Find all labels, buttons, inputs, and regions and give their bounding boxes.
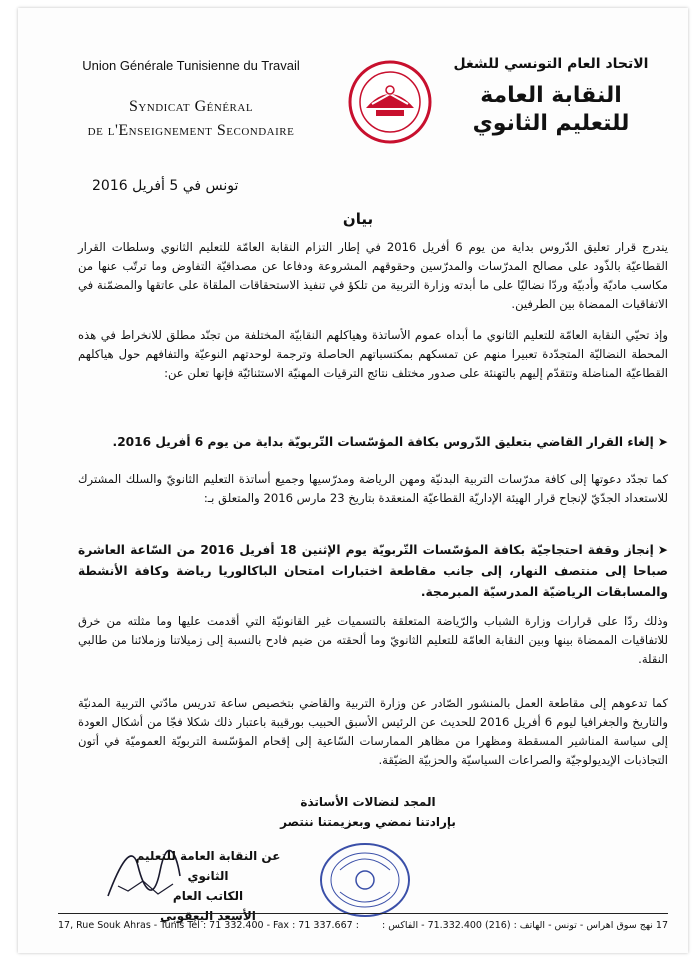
letter-page bbox=[18, 8, 688, 953]
header-syndicate-fr-line2: de l'Enseignement Secondaire bbox=[87, 122, 295, 139]
bullet-1 bbox=[78, 432, 668, 453]
paragraph-2 bbox=[78, 326, 668, 383]
header-french bbox=[66, 58, 316, 143]
paragraph-3 bbox=[78, 470, 668, 508]
header-syndicate-fr bbox=[66, 95, 316, 143]
header-syndicate-ar-line1: النقابة العامة bbox=[480, 83, 622, 108]
paragraph-text: وذلك ردّا على قرارات وزارة الشباب والرّياضة المتعلقة بالتسميات غير القانونيّة التي أقدمت عليها وما مثلته من خرق للاتفاقيات الممضاة بينها وبين النقابة العامّة للتعليم الثانويّ وما ألحقته من ضيم فادح بالنسبة إلى زميلاتنا وزملائنا من طالبي النقلة. bbox=[78, 614, 668, 666]
paragraph-text: كما تدعوهم إلى مقاطعة العمل بالمنشور الصّادر عن وزارة التربية والقاضي بتخصيص ساعة تدريس مادّتي التربية المدنيّة والتاريخ والجغرافيا ليوم 6 أفريل 2016 للحديث عن الرئيس الأسبق الحبيب بورقيبة باعتبار ذلك شكلا فجّا من أشكال العودة إلى سياسة المناشير المسقطة ومظهرا من مظاهر الممارسات السّاعية إلى إقحام المؤسّسة التربويّة العموميّة في أتون التجاذبات الإيديولوجيّة والصراعات السياسيّة والحزبيّة الضيّقة. bbox=[78, 696, 668, 767]
signatory-line-3: الأسعد اليعقوبي bbox=[160, 909, 256, 923]
official-stamp-icon bbox=[318, 840, 413, 920]
bullet-2 bbox=[78, 540, 668, 603]
header-union-fr: Union Générale Tunisienne du Travail bbox=[82, 58, 300, 73]
bullet-arrow-icon: ➤ bbox=[657, 435, 668, 449]
signatory-block bbox=[113, 846, 303, 926]
header-syndicate-fr-line1: Syndicat Général bbox=[128, 98, 254, 115]
union-logo-icon bbox=[348, 60, 432, 144]
paragraph-5 bbox=[78, 694, 668, 770]
footer bbox=[58, 920, 668, 931]
bullet-text: إلغاء القرار القاضي بتعليق الدّروس بكافة المؤسّسات التّربويّة بداية من يوم 6 أفريل 2016. bbox=[112, 435, 654, 449]
paragraph-4 bbox=[78, 612, 668, 669]
document-title: بيان bbox=[342, 210, 374, 228]
footer-ar: 17 نهج سوق اهراس - تونس - الهاتف : (216) 71.332.400 - الفاكس : bbox=[382, 920, 668, 931]
header-syndicate-ar-line2: للتعليم الثانوي bbox=[472, 111, 630, 136]
signatory-line-2: الكاتب العام bbox=[172, 889, 244, 903]
paragraph-1 bbox=[78, 238, 668, 314]
footer-fr: 17, Rue Souk Ahras - Tunis Tél : 71 332.400 - Fax : 71 337.667 : bbox=[58, 920, 359, 931]
closing-line-1: المجد لنضالات الأساتذة bbox=[300, 795, 436, 809]
bullet-arrow-icon: ➤ bbox=[657, 543, 668, 557]
bullet-text: إنجاز وقفة احتجاجيّة بكافة المؤسّسات التّربويّة يوم الإثنين 18 أفريل 2016 من السّاعة العاشرة صباحا إلى منتصف النهار، إلى جانب مقاطعة اختبارات امتحان الباكالوريا رياضة وكافة الأنشطة والمسابقات الرياضيّة المدرسيّة المبرمجة. bbox=[78, 543, 668, 599]
paragraph-text: وإذ تحيّي النقابة العامّة للتعليم الثانوي ما أبداه عموم الأساتذة وهياكلهم النقابيّة المختلفة من تجنّد مطلق للانخراط في هذه المحطة النضاليّة المتجدّدة تعبيرا منهم عن تمسكهم بمكتسباتهم الحاصلة وترجمة لوحدتهم النوعيّة والتفافهم حول هياكلهم القطاعيّة المناضلة وتتقدّم إليهم بالتهنئة على صدور مختلف نتائج الترقيات المهنيّة الاستثنائيّة فإنها تعلن عن: bbox=[78, 328, 668, 380]
paragraph-text: يندرج قرار تعليق الدّروس بداية من يوم 6 أفريل 2016 في إطار التزام النقابة العامّة للتعليم الثانوي وسلطات القرار القطاعيّة بالذّود على مصالح المدرّسات والمدرّسين وحقوقهم المشروعة ودفاعا عن مصداقيّة التفاوض وما ترتّب عنها من مكاسب ماديّة وأدبيّة وردّا نضاليّا على ما أبدته وزارة التربية من تلكؤ في تنفيذ الاستحقاقات الملقاة على عاتقها والمضمّنة في الاتفاقيات الممضاة بين الطرفين. bbox=[78, 240, 668, 311]
closing-slogan bbox=[218, 792, 518, 832]
paragraph-text: كما تجدّد دعوتها إلى كافة مدرّسات التربية البدنيّة ومهن الرياضة ومدرّسيها وجميع أساتذة التعليم الثانويّ والسلك المشترك للاستعداد الجدّيّ لإنجاح قرار الهيئة الإداريّة القطاعيّة المنعقدة بتاريخ 23 مارس 2016 والمتعلق بـ: bbox=[78, 472, 668, 505]
letter-date: تونس في 5 أفريل 2016 bbox=[92, 178, 239, 194]
header-arabic bbox=[436, 56, 666, 138]
header-union-ar: الاتحاد العام التونسي للشغل bbox=[453, 56, 649, 72]
header-syndicate-ar bbox=[436, 82, 666, 138]
signatory-line-1: عن النقابة العامة للتعليم الثانوي bbox=[135, 849, 281, 883]
footer-divider bbox=[58, 913, 668, 914]
closing-line-2: بإرادتنا نمضي وبعزيمتنا ننتصر bbox=[280, 815, 456, 829]
